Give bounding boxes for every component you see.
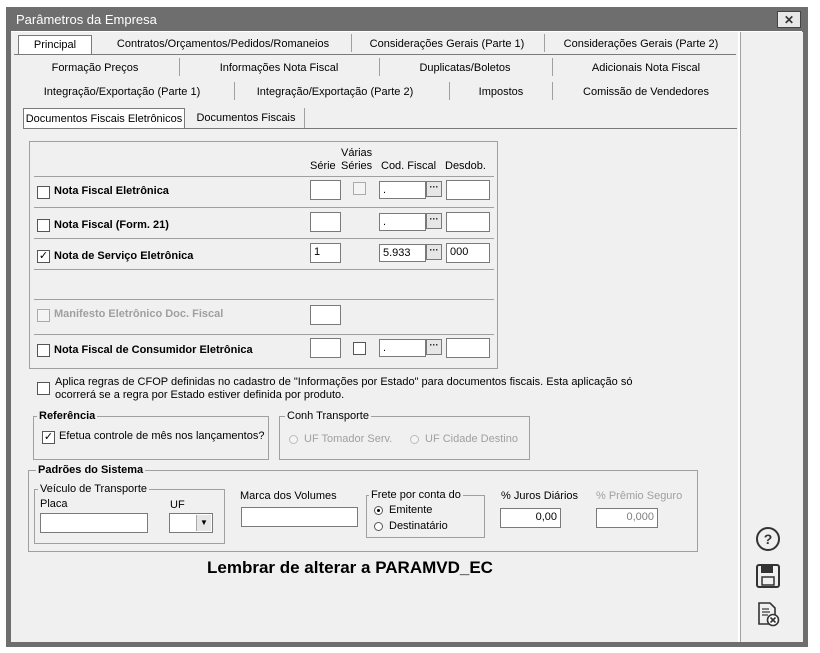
tab-principal[interactable] — [18, 35, 92, 55]
tab-contratos[interactable]: Contratos/Orçamentos/Pedidos/Romaneios — [116, 38, 330, 50]
tab-integracao-2[interactable]: Integração/Exportação (Parte 2) — [256, 86, 414, 98]
marca-input[interactable] — [241, 507, 358, 527]
nfe-checkbox[interactable] — [37, 186, 50, 199]
nfe-label: Nota Fiscal Eletrônica — [54, 185, 169, 197]
uf-destino-radio — [410, 435, 419, 444]
frete-title: Frete por conta do — [371, 489, 461, 501]
tab-informacoes-nf[interactable]: Informações Nota Fiscal — [219, 62, 339, 74]
row-divider — [34, 299, 494, 300]
mdfe-serie-input[interactable] — [310, 305, 341, 325]
tab-consideracoes-2[interactable]: Considerações Gerais (Parte 2) — [563, 38, 719, 50]
placa-label: Placa — [40, 498, 68, 510]
nfse-label: Nota de Serviço Eletrônica — [54, 250, 194, 262]
mdfe-checkbox — [37, 309, 50, 322]
referencia-checkbox[interactable]: ✓ — [43, 431, 54, 443]
frete-destinatario-radio[interactable] — [374, 522, 383, 531]
tab-formacao-precos[interactable]: Formação Preços — [51, 62, 139, 74]
tab-comissao[interactable]: Comissão de Vendedores — [583, 86, 709, 98]
cfop-label-line2: ocorrerá se a regra por Estado estiver definida por produto. — [55, 389, 345, 401]
nfse-cod-input[interactable]: 5.933 — [379, 244, 426, 262]
uf-select[interactable] — [169, 513, 213, 533]
mdfe-label: Manifesto Eletrônico Doc. Fiscal — [54, 308, 224, 320]
nf-form21-cod-input[interactable]: . — [379, 213, 426, 231]
transporte-title: Conh Transporte — [287, 410, 369, 422]
reminder-text: Lembrar de alterar a PARAMVD_EC — [207, 558, 493, 577]
subtab-line — [23, 128, 737, 129]
tab-adicionais-nf[interactable]: Adicionais Nota Fiscal — [591, 62, 701, 74]
juros-input[interactable]: 0,00 — [500, 508, 561, 528]
close-button[interactable] — [777, 11, 801, 28]
tab-duplicatas[interactable]: Duplicatas/Boletos — [419, 62, 511, 74]
radio-selected-dot — [377, 509, 380, 512]
nfe-desdob-input[interactable] — [446, 180, 490, 200]
subtab-doc-eletronicos-label: Documentos Fiscais Eletrônicos — [25, 113, 183, 125]
window-title: Parâmetros da Empresa — [16, 12, 157, 27]
cfop-label-line1: Aplica regras de CFOP definidas no cadastro de "Informações por Estado" para documentos fiscais. Esta aplicação só — [55, 376, 633, 388]
cancel-document-icon[interactable] — [754, 600, 782, 628]
nfse-cod-lookup-button[interactable]: ··· — [426, 244, 442, 260]
nfe-serie-input[interactable] — [310, 180, 341, 200]
nf-form21-desdob-input[interactable] — [446, 212, 490, 232]
chevron-down-icon[interactable]: ▼ — [196, 515, 211, 531]
nfce-checkbox[interactable] — [37, 344, 50, 357]
frete-emitente-label: Emitente — [389, 504, 433, 516]
nfce-varias-checkbox[interactable] — [353, 342, 366, 355]
row-divider — [34, 334, 494, 335]
nf-form21-serie-input[interactable] — [310, 212, 341, 232]
nfe-cod-lookup-button[interactable]: ··· — [426, 181, 442, 197]
juros-label: % Juros Diários — [501, 490, 579, 502]
referencia-label: Efetua controle de mês nos lançamentos? — [59, 430, 265, 442]
nfce-desdob-input[interactable] — [446, 338, 490, 358]
uf-label: UF — [170, 499, 185, 511]
veiculo-title: Veículo de Transporte — [40, 483, 148, 495]
subtab-doc-fiscais[interactable]: Documentos Fiscais — [196, 112, 296, 124]
row-divider — [34, 238, 494, 239]
header-serie: Série — [310, 160, 336, 172]
close-icon: ✕ — [783, 12, 795, 27]
padroes-title: Padrões do Sistema — [38, 464, 144, 476]
row-divider — [34, 207, 494, 208]
tab-consideracoes-1[interactable]: Considerações Gerais (Parte 1) — [369, 38, 525, 50]
subtab-separator — [304, 108, 305, 128]
nfse-serie-input[interactable]: 1 — [310, 243, 341, 263]
uf-tomador-label: UF Tomador Serv. — [304, 433, 393, 445]
nfe-cod-input[interactable]: . — [379, 181, 426, 199]
nf-form21-cod-lookup-button[interactable]: ··· — [426, 213, 442, 229]
tab-impostos[interactable]: Impostos — [478, 86, 524, 98]
uf-tomador-radio — [289, 435, 298, 444]
placa-input[interactable] — [40, 513, 148, 533]
uf-destino-label: UF Cidade Destino — [425, 433, 518, 445]
header-varias: Várias — [341, 147, 373, 159]
referencia-title: Referência — [39, 410, 96, 422]
tab-separator — [544, 34, 545, 52]
nfce-label: Nota Fiscal de Consumidor Eletrônica — [54, 344, 253, 356]
premio-input: 0,000 — [596, 508, 658, 528]
cfop-checkbox[interactable] — [37, 382, 50, 395]
nf-form21-checkbox[interactable] — [37, 219, 50, 232]
tab-principal-label: Principal — [33, 39, 77, 51]
header-desdob: Desdob. — [445, 160, 486, 172]
tab-row-line — [14, 54, 736, 55]
marca-label: Marca dos Volumes — [240, 490, 337, 502]
window-border-bottom — [6, 642, 808, 647]
premio-label: % Prêmio Seguro — [596, 490, 683, 502]
subtab-doc-eletronicos[interactable] — [23, 108, 185, 129]
row-divider — [34, 269, 494, 270]
nfce-cod-input[interactable]: . — [379, 339, 426, 357]
nf-form21-label: Nota Fiscal (Form. 21) — [54, 219, 169, 231]
nfce-serie-input[interactable] — [310, 338, 341, 358]
nfce-cod-lookup-button[interactable]: ··· — [426, 339, 442, 355]
save-icon[interactable] — [754, 562, 782, 590]
title-bar — [6, 7, 808, 31]
frete-emitente-radio[interactable] — [374, 506, 383, 515]
svg-text:?: ? — [763, 531, 773, 547]
nfe-varias-checkbox — [353, 182, 366, 195]
row-divider — [34, 176, 494, 177]
tab-integracao-1[interactable]: Integração/Exportação (Parte 1) — [43, 86, 201, 98]
nfse-checkbox[interactable]: ✓ — [38, 250, 49, 262]
help-icon[interactable] — [754, 525, 782, 553]
frete-destinatario-label: Destinatário — [389, 520, 448, 532]
nfse-desdob-input[interactable]: 000 — [446, 243, 490, 263]
header-cod-fiscal: Cod. Fiscal — [381, 160, 437, 172]
header-series: Séries — [341, 160, 373, 172]
